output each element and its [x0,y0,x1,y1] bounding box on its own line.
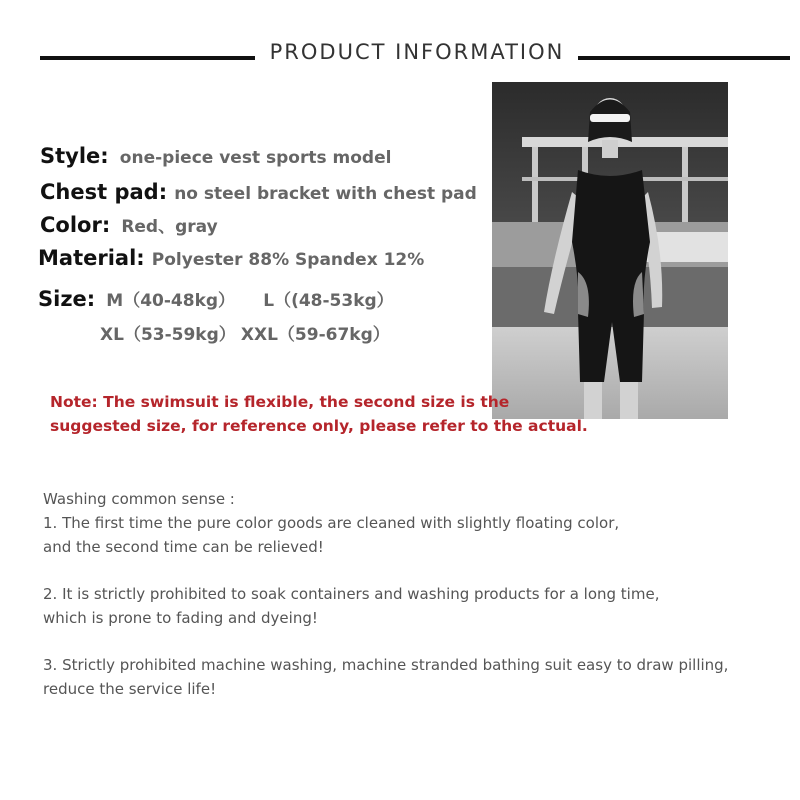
product-photo [492,82,728,419]
washing-item-1-line-2: and the second time can be relieved! [43,538,324,556]
washing-item-3-line-2: reduce the service life! [43,680,217,698]
header-rule-left [40,56,255,60]
spec-chest-pad-value: no steel bracket with chest pad [174,184,477,204]
spec-size-row-2 [94,327,390,344]
spec-material [38,248,424,269]
spec-color-label: Color: [40,213,111,237]
spec-size-label: Size: [38,287,96,311]
spec-material-label: Material: [38,246,145,270]
spec-material-value: Polyester 88% Spandex 12% [151,250,425,270]
size-note [50,390,590,438]
spec-color [40,215,218,236]
spec-style-label: Style: [40,144,109,168]
washing-item-2-line-2: which is prone to fading and dyeing! [43,609,318,627]
washing-item-1-line-1: 1. The first time the pure color goods are cleaned with slightly floating color, [43,514,620,532]
header-rule-right [578,56,790,60]
spec-style-value: one-piece vest sports model [119,148,392,168]
size-note-line-1: Note: The swimsuit is flexible, the second size is the [50,393,510,411]
spec-color-value: Red、gray [121,217,218,237]
page-title: PRODUCT INFORMATION [269,40,565,64]
size-option-m: M（40-48kg） [106,291,236,311]
washing-item-3-line-1: 3. Strictly prohibited machine washing, machine stranded bathing suit easy to draw pilling, [43,656,729,674]
size-option-xxl: XXL（59-67kg） [240,325,390,345]
size-note-line-2: suggested size, for reference only, please refer to the actual. [50,417,588,435]
spec-chest-pad [40,182,477,203]
size-option-xl: XL（53-59kg） [100,325,236,345]
spec-style [40,146,391,167]
size-option-l: L（(48-53kg） [263,291,394,311]
spec-chest-pad-label: Chest pad: [40,180,168,204]
washing-instructions [43,487,783,701]
washing-item-2-line-1: 2. It is strictly prohibited to soak containers and washing products for a long time, [43,585,660,603]
washing-title: Washing common sense : [43,490,235,508]
spec-size [38,289,394,310]
